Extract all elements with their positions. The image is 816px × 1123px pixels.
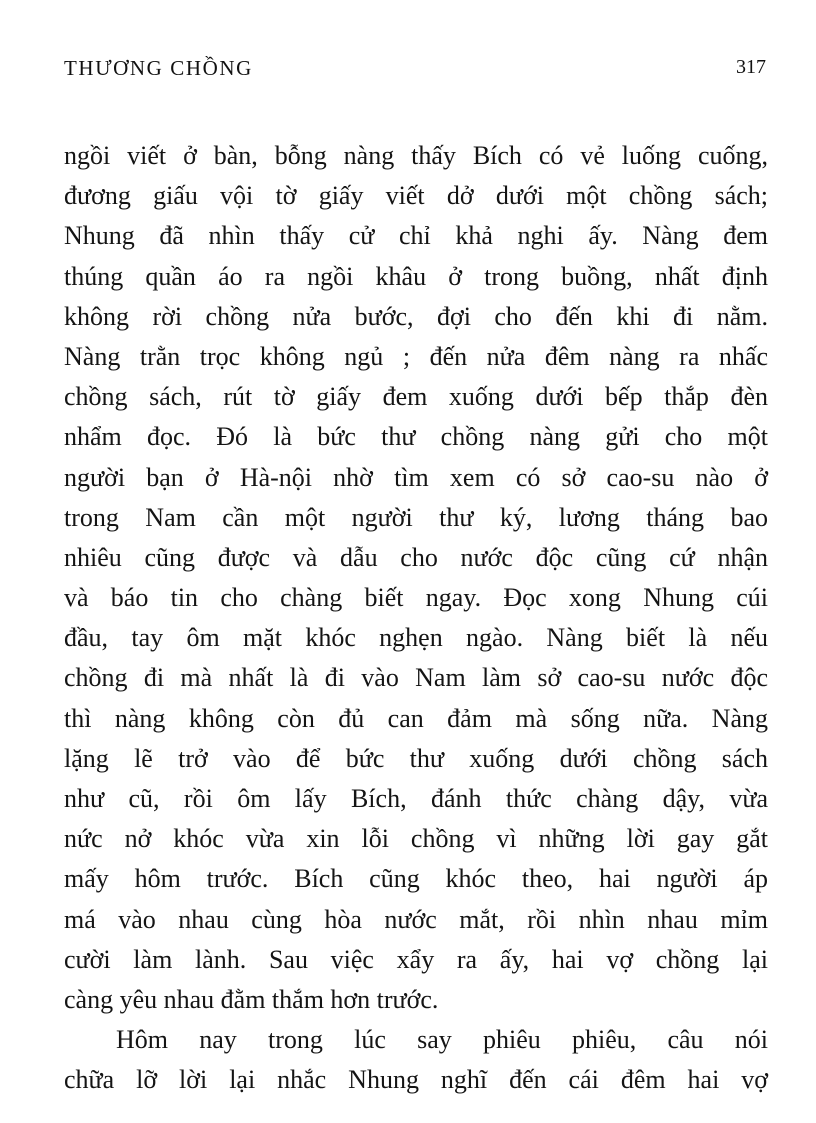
page-header xyxy=(64,50,766,90)
text-line: chồng sách, rút tờ giấy đem xuống dưới bếp thắp đèn xyxy=(64,382,768,412)
text-line: thì nàng không còn đủ can đảm mà sống nữa. Nàng xyxy=(64,703,768,733)
text-line: trong Nam cần một người thư ký, lương tháng bao xyxy=(64,502,768,532)
text-line: nức nở khóc vừa xin lỗi chồng vì những lời gay gắt xyxy=(64,824,768,854)
paragraph-end-line: càng yêu nhau đằm thắm hơn trước. xyxy=(64,984,439,1014)
text-line: ngồi viết ở bàn, bỗng nàng thấy Bích có vẻ luống cuống, xyxy=(64,141,768,170)
text-line: nhiêu cũng được và dẫu cho nước độc cũng cứ nhận xyxy=(64,542,768,572)
text-line: Nhung đã nhìn thấy cử chỉ khả nghi ấy. Nàng đem xyxy=(64,221,768,251)
paragraph-start-line: Hôm nay trong lúc say phiêu phiêu, câu nói xyxy=(116,1025,768,1055)
text-line: đương giấu vội tờ giấy viết dở dưới một chồng sách; xyxy=(64,181,768,211)
page-number: 317 xyxy=(736,56,766,78)
text-line: mấy hôm trước. Bích cũng khóc theo, hai người áp xyxy=(64,864,768,894)
text-line: nhẩm đọc. Đó là bức thư chồng nàng gửi cho một xyxy=(64,422,768,452)
text-line: Nàng trằn trọc không ngủ ; đến nửa đêm nàng ra nhấc xyxy=(64,341,768,371)
text-line: chồng đi mà nhất là đi vào Nam làm sở cao-su nước độc xyxy=(64,663,768,693)
text-line: như cũ, rồi ôm lấy Bích, đánh thức chàng dậy, vừa xyxy=(64,784,768,813)
text-line: và báo tin cho chàng biết ngay. Đọc xong Nhung cúi xyxy=(64,583,768,613)
text-line: người bạn ở Hà-nội nhờ tìm xem có sở cao-su nào ở xyxy=(64,462,768,492)
body-text xyxy=(64,136,768,1101)
text-line: đầu, tay ôm mặt khóc nghẹn ngào. Nàng biết là nếu xyxy=(64,623,768,653)
text-line: thúng quần áo ra ngồi khâu ở trong buồng, nhất định xyxy=(64,261,768,291)
text-line: má vào nhau cùng hòa nước mắt, rồi nhìn nhau mỉm xyxy=(64,904,768,934)
running-title: THƯƠNG CHỒNG xyxy=(64,56,253,80)
text-line: lặng lẽ trở vào để bức thư xuống dưới chồng sách xyxy=(64,743,768,773)
text-line: không rời chồng nửa bước, đợi cho đến khi đi nằm. xyxy=(64,301,768,331)
text-line: cười làm lành. Sau việc xẩy ra ấy, hai vợ chồng lại xyxy=(64,944,768,974)
text-line: chữa lỡ lời lại nhắc Nhung nghĩ đến cái đêm hai vợ xyxy=(64,1065,768,1095)
